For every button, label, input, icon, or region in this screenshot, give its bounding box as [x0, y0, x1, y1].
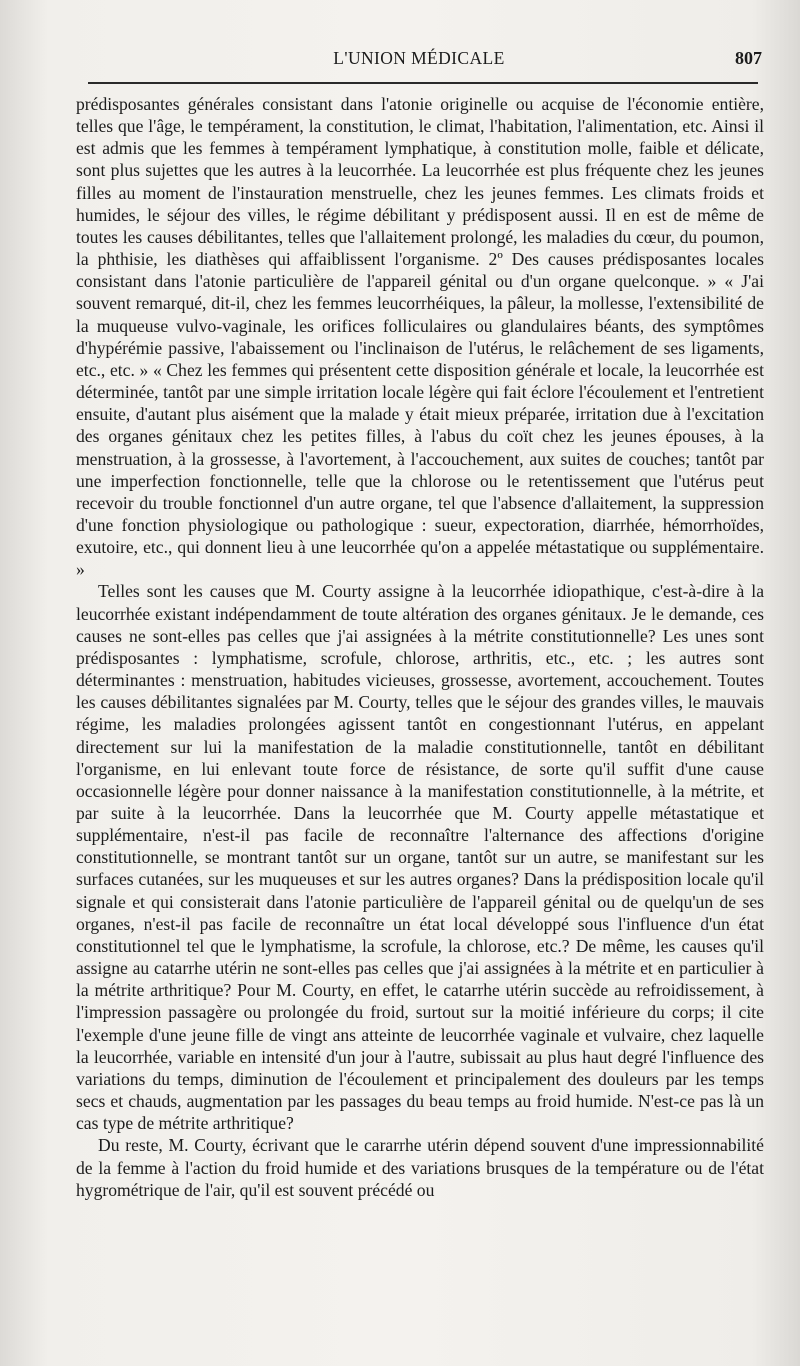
running-head — [76, 48, 762, 76]
journal-title: L'UNION MÉDICALE — [333, 48, 505, 68]
header-rule — [88, 82, 758, 84]
paragraph-continuation: prédisposantes générales consistant dans l'atonie originelle ou acquise de l'économie entière, telles que l'âge, le tempérament, la constitution, le climat, l'habitation, l'alimentation, etc. Ainsi il est admis que les femmes à tempérament lymphatique, à constitution molle, faible et délicate, sont plus sujettes que les autres à la leucorrhée. La leucorrhée est plus fréquente chez les jeunes filles au moment de l'instauration menstruelle, chez les jeunes femmes. Les climats froids et humides, le séjour des villes, le régime débilitant y prédisposent aussi. Il en est de même de toutes les causes débilitantes, telles que l'allaitement prolongé, les maladies du cœur, du poumon, la phthisie, les diathèses qui affaiblissent l'organisme. 2º Des causes prédisposantes locales consistant dans l'atonie particulière de l'appareil génital ou d'un organe quelconque. » « J'ai souvent remarqué, dit-il, chez les femmes leucorrhéiques, la pâleur, la mollesse, l'extensibilité de la muqueuse vulvo-vaginale, les orifices folliculaires ou glandulaires béants, des symptômes d'hypérémie passive, l'abaissement ou l'inclinaison de l'utérus, le relâchement de ses ligaments, etc., etc. » « Chez les femmes qui présentent cette disposition générale et locale, la leucorrhée est déterminée, tantôt par une simple irritation locale légère qui fait éclore l'écoulement et l'entretient ensuite, d'autant plus aisément que la malade y était mieux préparée, irritation due à l'excitation des organes génitaux chez les petites filles, à l'abus du coït chez les jeunes épouses, à la menstruation, à la grossesse, à l'avortement, à l'accouchement, aux suites de couches; tantôt par une imperfection fonctionnelle, telle que la chlorose ou le retentissement que l'utérus peut recevoir du trouble fonctionnel d'un autre organe, tel que l'absence d'allaitement, la suppression d'une fonction physiologique ou pathologique : sueur, expectoration, diarrhée, hémorrhoïdes, exutoire, etc., qui donnent lieu à une leucorrhée qu'on a appelée métastatique ou supplémentaire. » — [76, 94, 764, 580]
paragraph-du-reste: Du reste, M. Courty, écrivant que le cararrhe utérin dépend souvent d'une impressionnabilité de la femme à l'action du froid humide et des variations brusques de la température ou de l'état hygrométrique de l'air, qu'il est souvent précédé ou — [76, 1135, 764, 1200]
body-text — [76, 93, 764, 1201]
paragraph-causes-courty: Telles sont les causes que M. Courty assigne à la leucorrhée idiopathique, c'est-à-dire à la leucorrhée existant indépendamment de toute altération des organes génitaux. Je le demande, ces causes ne sont-elles pas celles que j'ai assignées à la métrite constitutionnelle? Les unes sont prédisposantes : lymphatisme, scrofule, chlorose, arthritis, etc., etc. ; les autres sont déterminantes : menstruation, habitudes vicieuses, grossesse, avortement, accouchement. Toutes les causes débilitantes signalées par M. Courty, telles que le séjour des grandes villes, le mauvais régime, les maladies prolongées agissent tantôt en congestionnant l'utérus, en appelant directement sur lui la manifestation de la maladie constitutionnelle, tantôt en débilitant l'organisme, en lui enlevant toute force de résistance, de sorte qu'il suffit d'une cause occasionnelle légère pour donner naissance à la manifestation constitutionnelle, à la métrite, et par suite à la leucorrhée. Dans la leucorrhée que M. Courty appelle métastatique et supplémentaire, n'est-il pas facile de reconnaître l'alternance des affections d'origine constitutionnelle, se montrant tantôt sur un organe, tantôt sur un autre, se manifestant sur les surfaces cutanées, sur les muqueuses et sur les autres organes? Dans la prédisposition locale qu'il signale et qui consisterait dans l'atonie particulière de l'appareil génital ou de quelqu'un de ses organes, n'est-il pas facile de reconnaître un état local développé sous l'influence d'un état constitutionnel tel que le lymphatisme, la scrofule, la chlorose, etc.? De même, les causes qu'il assigne au catarrhe utérin ne sont-elles pas celles que j'ai assignées à la métrite et en particulier à la métrite arthritique? Pour M. Courty, en effet, le catarrhe utérin succède au refroidissement, à l'impression passagère ou prolongée du froid, surtout sur la moitié inférieure du corps; il cite l'exemple d'une jeune fille de vingt ans atteinte de leucorrhée vaginale et vulvaire, chez laquelle la leucorrhée, variable en intensité d'un jour à l'autre, subissait au plus haut degré l'influence des variations du temps, diminution de l'écoulement et principalement des douleurs par les temps secs et chauds, augmentation par les passages du beau temps au froid humide. N'est-ce pas là un cas type de métrite arthritique? — [76, 581, 764, 1134]
page-number: 807 — [735, 48, 762, 68]
